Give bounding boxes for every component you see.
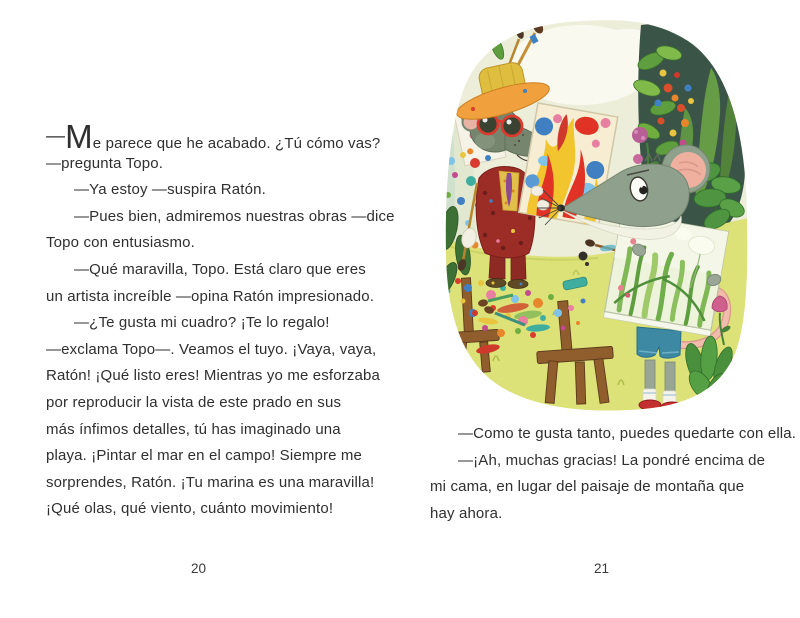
right-page-text	[430, 421, 795, 527]
text-line: —¡Ah, muchas gracias! La pondré encima de	[458, 451, 766, 469]
text-line: —Pues bien, admiremos nuestras obras —dice	[74, 207, 395, 225]
page-number-right: 21	[594, 561, 610, 576]
text-line: Ratón! ¡Qué listo eres! Mientras yo me esforzaba	[46, 367, 381, 385]
opening-rest: e parece que he acabado. ¿Tú cómo vas?	[92, 135, 381, 152]
text-line: —Como te gusta tanto, puedes quedarte con ella.	[458, 425, 797, 442]
dropcap-letter: M	[65, 118, 93, 155]
text-line: Topo con entusiasmo.	[46, 234, 195, 252]
text-line: —exclama Topo—. Veamos el tuyo. ¡Vaya, vaya,	[46, 340, 377, 358]
text-line: más ínfimos detalles, tú has imaginado una	[46, 420, 341, 438]
text-line: mi cama, en lugar del paisaje de montaña que	[430, 478, 745, 496]
illustration-svg	[433, 13, 753, 413]
text-line: —Qué maravilla, Topo. Está claro que eres	[74, 260, 366, 278]
illustration	[433, 13, 753, 413]
left-page-text	[46, 118, 411, 523]
text-line: ¡Qué olas, qué viento, cuánto movimiento!	[46, 500, 334, 518]
topo-glove	[531, 186, 543, 196]
text-line: por reproducir la vista de este prado en sus	[46, 393, 342, 411]
text-line: playa. ¡Pintar el mar en el campo! Siempre me	[46, 447, 363, 465]
text-line: hay ahora.	[430, 504, 503, 522]
opening-dash: —	[46, 126, 66, 147]
page-number-left: 20	[191, 561, 207, 576]
text-line: —pregunta Topo.	[46, 154, 164, 172]
text-line: un artista increíble —opina Ratón impresionado.	[46, 287, 375, 305]
text-line-opening	[46, 118, 411, 155]
text-line: —¿Te gusta mi cuadro? ¡Te lo regalo!	[74, 314, 330, 332]
text-line: —Ya estoy —suspira Ratón.	[74, 181, 266, 199]
text-line: sorprendes, Ratón. ¡Tu marina es una maravilla!	[46, 473, 375, 491]
